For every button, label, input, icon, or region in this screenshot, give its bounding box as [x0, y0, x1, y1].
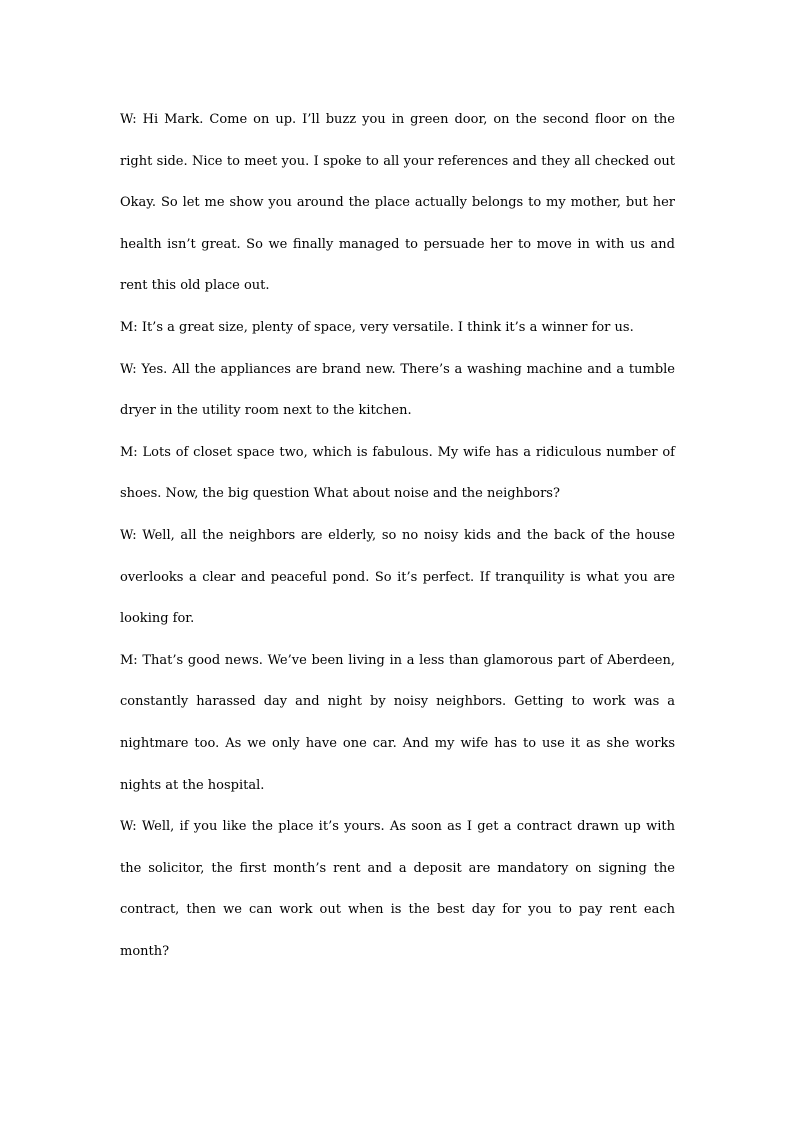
dialogue-line-m-3: M: That’s good news. We’ve been living in a less than glamorous part of Aberdeen, constantly harassed day and night by noisy neighbors. Getting to work was a nightmare too. As we only have one car. And my wife has to use it as she works nights at the hospital. — [120, 652, 675, 793]
dialogue-line-w-4: W: Well, if you like the place it’s yours. As soon as I get a contract drawn up with the solicitor, the first month’s rent and a deposit are mandatory on signing the contract, then we can work out when is the best day for you to pay rent each month? — [120, 819, 675, 959]
dialogue-line-w-1: W: Hi Mark. Come on up. I’ll buzz you in green door, on the second floor on the right side. Nice to meet you. I spoke to all your references and they all checked out Okay. So let me show you around the place actually belongs to my mother, but her health isn’t great. So we finally managed to persuade her to move in with us and rent this old place out. — [120, 112, 675, 294]
dialogue-transcript — [120, 99, 675, 972]
dialogue-line-w-3: W: Well, all the neighbors are elderly, so no noisy kids and the back of the house overlooks a clear and peaceful pond. So it’s perfect. If tranquility is what you are looking for. — [120, 527, 675, 627]
dialogue-line-m-1: M: It’s a great size, plenty of space, very versatile. I think it’s a winner for us. — [120, 319, 634, 335]
dialogue-line-w-2: W: Yes. All the appliances are brand new. There’s a washing machine and a tumble dryer in the utility room next to the kitchen. — [120, 361, 675, 419]
dialogue-line-m-2: M: Lots of closet space two, which is fabulous. My wife has a ridiculous number of shoes. Now, the big question What about noise and the neighbors? — [120, 444, 675, 502]
